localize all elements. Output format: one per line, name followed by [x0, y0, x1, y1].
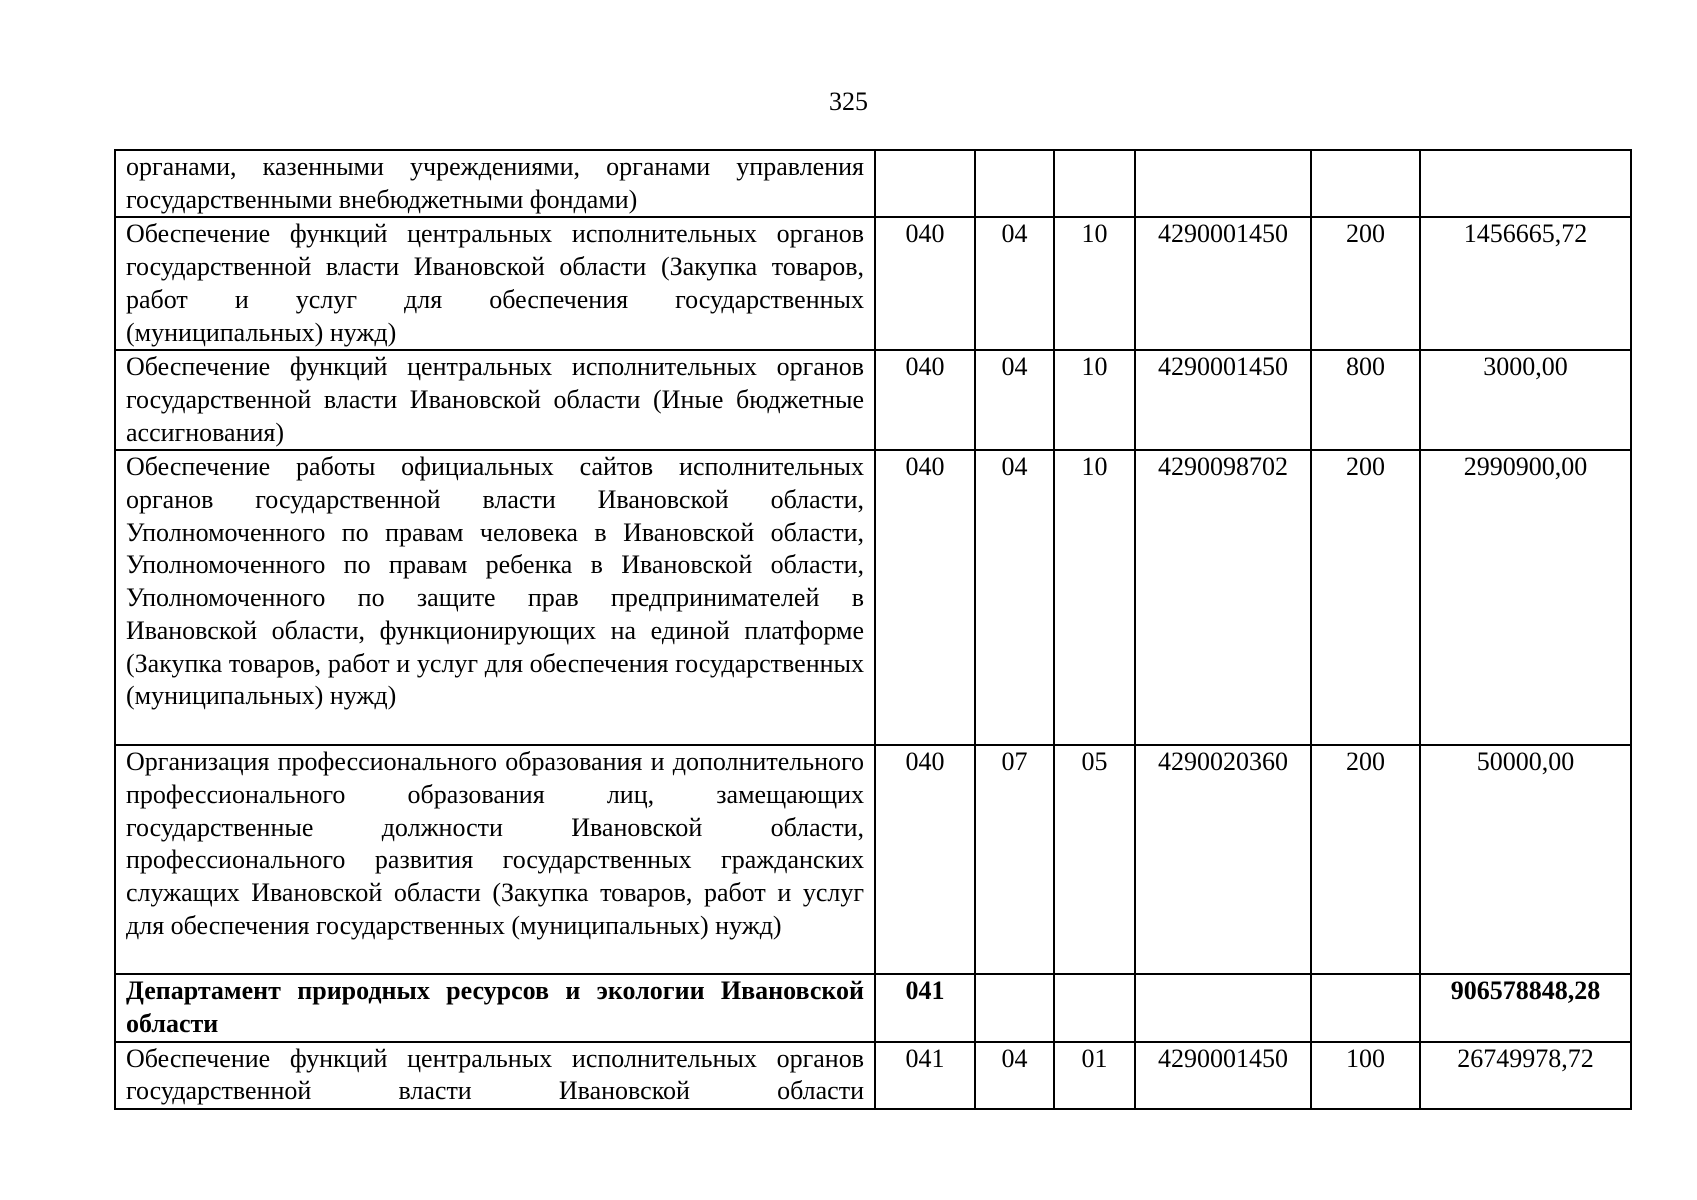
row-expense-kind: 100 [1311, 1042, 1420, 1109]
row-expense-kind: 200 [1311, 745, 1420, 974]
row-sum: 50000,00 [1420, 745, 1631, 974]
row-name: Обеспечение функций центральных исполнительных органов государственной власти Ивановской области (Иные бюджетные ассигнования) [115, 350, 875, 450]
row-expense-kind [1311, 974, 1420, 1041]
row-target-article [1135, 974, 1311, 1041]
row-section: 07 [975, 745, 1054, 974]
row-section [975, 150, 1054, 217]
row-sum [1420, 150, 1631, 217]
row-expense-kind: 200 [1311, 450, 1420, 745]
row-section: 04 [975, 1042, 1054, 1109]
table-row [115, 150, 1631, 217]
row-name: Обеспечение работы официальных сайтов исполнительных органов государственной власти Ивановской области, Уполномоченного по правам человека в Ивановской области, Уполномоченного по правам ребенка в Ивановской области, Уполномоченного по защите прав предпринимателей в Ивановской области, функционирующих на единой платформе (Закупка товаров, работ и услуг для обеспечения государственных (муниципальных) нужд) [115, 450, 875, 745]
row-expense-kind: 200 [1311, 217, 1420, 350]
row-section [975, 974, 1054, 1041]
table-row [115, 217, 1631, 350]
row-target-article: 4290001450 [1135, 1042, 1311, 1109]
row-subsection [1054, 974, 1135, 1041]
row-subsection: 05 [1054, 745, 1135, 974]
row-subsection: 10 [1054, 450, 1135, 745]
row-sum: 1456665,72 [1420, 217, 1631, 350]
row-name: Обеспечение функций центральных исполнительных органов государственной власти Ивановской области [115, 1042, 875, 1109]
row-section: 04 [975, 350, 1054, 450]
row-target-article: 4290020360 [1135, 745, 1311, 974]
row-target-article: 4290001450 [1135, 217, 1311, 350]
row-gr: 040 [875, 350, 975, 450]
row-subsection: 01 [1054, 1042, 1135, 1109]
row-gr [875, 150, 975, 217]
row-name: Обеспечение функций центральных исполнительных органов государственной власти Ивановской области (Закупка товаров, работ и услуг для обеспечения государственных (муниципальных) нужд) [115, 217, 875, 350]
row-gr: 041 [875, 974, 975, 1041]
row-expense-kind: 800 [1311, 350, 1420, 450]
row-gr: 041 [875, 1042, 975, 1109]
table-row [115, 1042, 1631, 1109]
row-expense-kind [1311, 150, 1420, 217]
row-sum: 26749978,72 [1420, 1042, 1631, 1109]
table-row [115, 745, 1631, 974]
row-section: 04 [975, 217, 1054, 350]
row-sum: 2990900,00 [1420, 450, 1631, 745]
row-name: органами, казенными учреждениями, органами управления государственными внебюджетными фондами) [115, 150, 875, 217]
row-subsection: 10 [1054, 217, 1135, 350]
row-gr: 040 [875, 745, 975, 974]
row-name: Организация профессионального образования и дополнительного профессионального образования лиц, замещающих государственные должности Ивановской области, профессионального развития государственных гражданских служащих Ивановской области (Закупка товаров, работ и услуг для обеспечения государственных (муниципальных) нужд) [115, 745, 875, 974]
row-sum: 3000,00 [1420, 350, 1631, 450]
row-subsection [1054, 150, 1135, 217]
row-target-article: 4290001450 [1135, 350, 1311, 450]
row-name: Департамент природных ресурсов и экологии Ивановской области [115, 974, 875, 1041]
table-row [115, 350, 1631, 450]
row-sum: 906578848,28 [1420, 974, 1631, 1041]
row-gr: 040 [875, 450, 975, 745]
row-target-article: 4290098702 [1135, 450, 1311, 745]
row-section: 04 [975, 450, 1054, 745]
budget-table [114, 149, 1632, 1110]
table-row [115, 450, 1631, 745]
row-subsection: 10 [1054, 350, 1135, 450]
table-row [115, 974, 1631, 1041]
row-target-article [1135, 150, 1311, 217]
row-gr: 040 [875, 217, 975, 350]
page-number: 325 [829, 87, 868, 116]
